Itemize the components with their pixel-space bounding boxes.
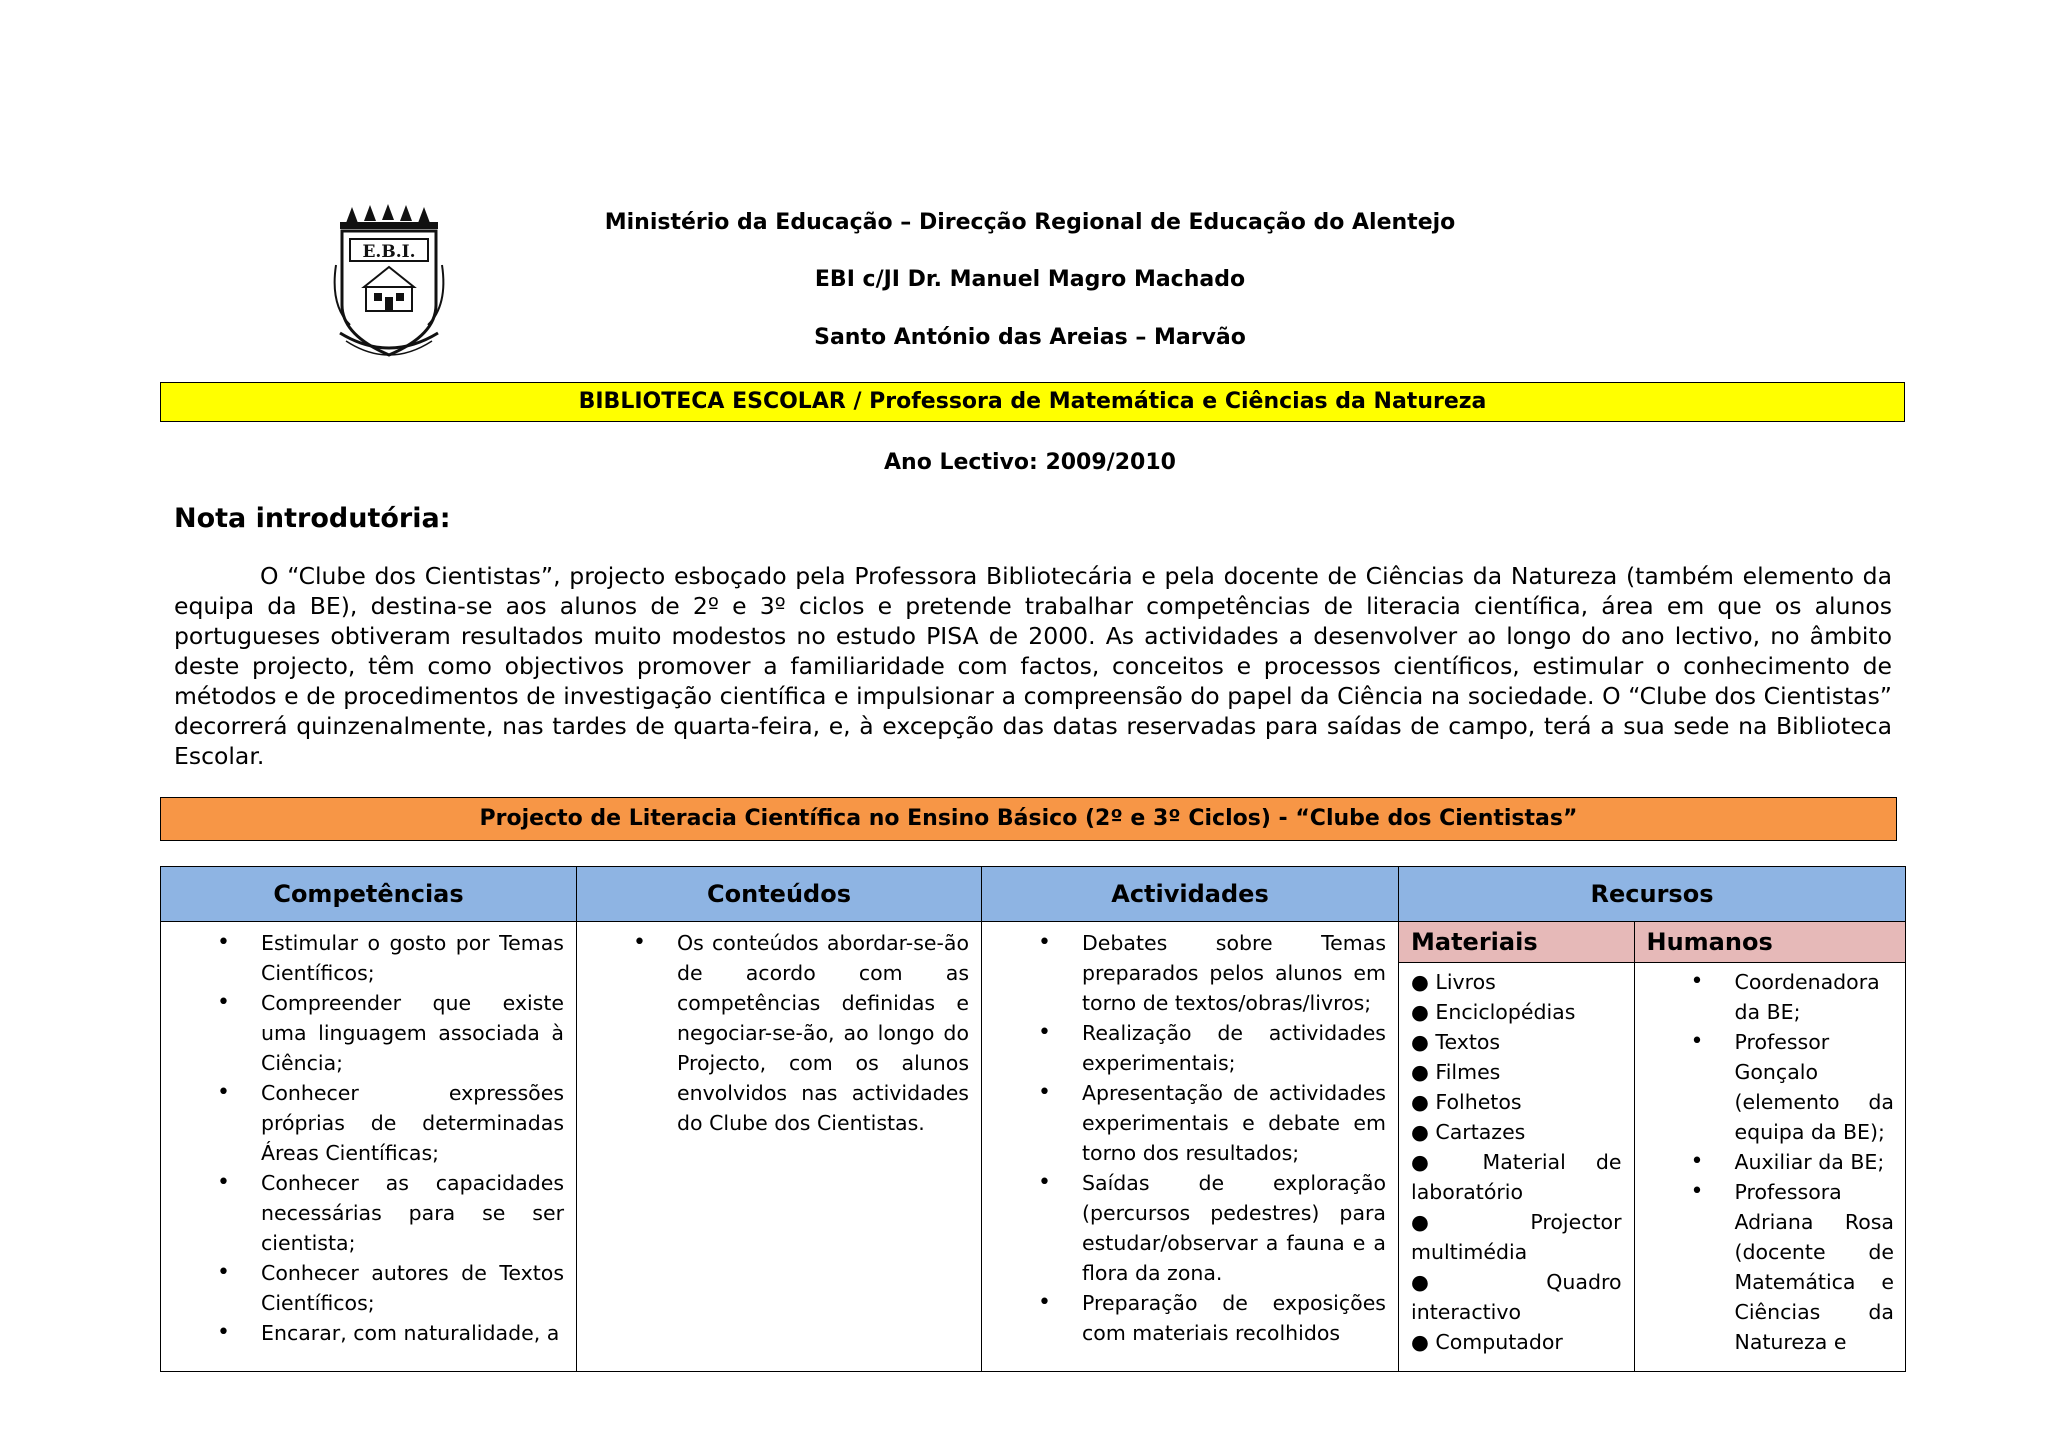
list-item: • Preparação de exposições com materiais recolhidos [1082, 1288, 1386, 1348]
list-item: ● Quadro interactivo [1411, 1270, 1622, 1324]
conteudos-cell [577, 922, 982, 1372]
competencias-cell [161, 922, 577, 1372]
header-recursos: Recursos [1399, 867, 1906, 922]
nota-title: Nota introdutória: [174, 503, 451, 534]
list-item: • Coordenadora da BE; [1735, 967, 1895, 1027]
list-item: ● Cartazes [1411, 1120, 1526, 1144]
list-item: ● Folhetos [1411, 1090, 1522, 1114]
ano-lectivo: Ano Lectivo: 2009/2010 [884, 450, 1176, 475]
recursos-cell [1399, 922, 1906, 1372]
projecto-table [160, 866, 1906, 1372]
list-item: • Encarar, com naturalidade, a [261, 1318, 564, 1348]
list-item: • Apresentação de actividades experimentais e debate em torno dos resultados; [1082, 1078, 1386, 1168]
projecto-banner: Projecto de Literacia Científica no Ensino Básico (2º e 3º Ciclos) - “Clube dos Cientistas” [160, 797, 1897, 841]
list-item: • Professor Gonçalo (elemento da equipa da BE); [1735, 1027, 1895, 1147]
header-conteudos: Conteúdos [577, 867, 982, 922]
list-item: ● Projector multimédia [1411, 1210, 1622, 1264]
intro-text: O “Clube dos Cientistas”, projecto esboçado pela Professora Bibliotecária e pela docente de Ciências da Natureza (também elemento da equipa da BE), destina-se aos alunos de 2º e 3º ciclos e pretende trabalhar competências de literacia científica, área em que os alunos portugueses obtiveram resultados muito modestos no estudo PISA de 2000. As actividades a desenvolver ao longo do ano lectivo, no âmbito deste projecto, têm como objectivos promover a familiaridade com factos, conceitos e processos científicos, estimular o conhecimento de métodos e de procedimentos de investigação científica e impulsionar a compreensão do papel da Ciência na sociedade. O “Clube dos Cientistas” decorrerá quinzenalmente, nas tardes de quarta-feira, e, à excepção das datas reservadas para saídas de campo, terá a sua sede na Biblioteca Escolar. [174, 562, 1892, 770]
subheader-humanos: Humanos [1634, 922, 1906, 963]
list-item: • Estimular o gosto por Temas Científicos; [261, 928, 564, 988]
header-ministry: Ministério da Educação – Direcção Regional de Educação do Alentejo [604, 210, 1456, 235]
list-item: • Conhecer autores de Textos Científicos; [261, 1258, 564, 1318]
humanos-cell [1634, 963, 1906, 1371]
school-logo [330, 195, 450, 363]
list-item: • Professora Adriana Rosa (docente de Matemática e Ciências da Natureza e [1735, 1177, 1895, 1357]
list-item: • Debates sobre Temas preparados pelos alunos em torno de textos/obras/livros; [1082, 928, 1386, 1018]
header-actividades: Actividades [982, 867, 1399, 922]
materiais-cell [1399, 963, 1634, 1371]
list-item: • Conhecer as capacidades necessárias para se ser cientista; [261, 1168, 564, 1258]
list-item: • Realização de actividades experimentais; [1082, 1018, 1386, 1078]
list-item: ● Computador [1411, 1330, 1563, 1354]
list-item: • Conhecer expressões próprias de determinadas Áreas Científicas; [261, 1078, 564, 1168]
recursos-subtable [1399, 922, 1906, 1371]
biblioteca-banner: BIBLIOTECA ESCOLAR / Professora de Matemática e Ciências da Natureza [160, 382, 1905, 422]
list-item: • Auxiliar da BE; [1735, 1147, 1895, 1177]
list-item: ● Livros [1411, 970, 1496, 994]
svg-text:E.B.I.: E.B.I. [362, 242, 416, 262]
list-item: ● Enciclopédias [1411, 1000, 1576, 1024]
header-school: EBI c/JI Dr. Manuel Magro Machado [814, 267, 1246, 292]
list-item: ● Material de laboratório [1411, 1150, 1622, 1204]
list-item: ● Filmes [1411, 1060, 1501, 1084]
intro-paragraph [174, 561, 1892, 771]
list-item: • Saídas de exploração (percursos pedestres) para estudar/observar a fauna e a flora da zona. [1082, 1168, 1386, 1288]
header-location: Santo António das Areias – Marvão [814, 325, 1246, 350]
list-item: ● Textos [1411, 1030, 1501, 1054]
header-competencias: Competências [161, 867, 577, 922]
list-item: • Compreender que existe uma linguagem associada à Ciência; [261, 988, 564, 1078]
list-item: • Os conteúdos abordar-se-ão de acordo com as competências definidas e negociar-se-ão, ao longo do Projecto, com os alunos envolvidos nas actividades do Clube dos Cientistas. [677, 928, 969, 1138]
subheader-materiais: Materiais [1399, 922, 1634, 963]
actividades-cell [982, 922, 1399, 1372]
